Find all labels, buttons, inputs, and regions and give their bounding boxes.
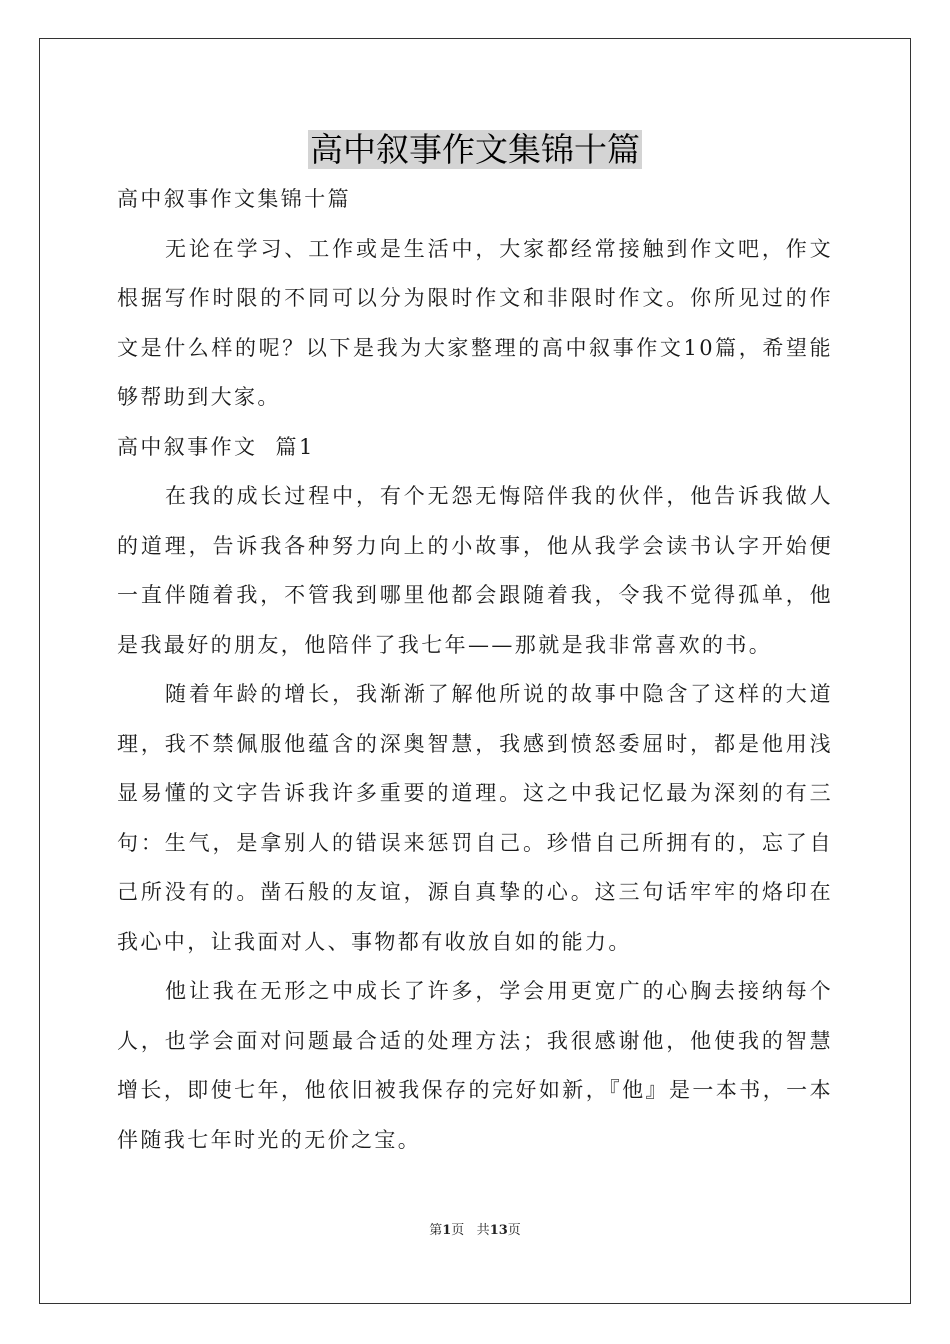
section-heading: 高中叙事作文 篇1: [117, 434, 315, 459]
body-paragraph: 他让我在无形之中成长了许多，学会用更宽广的心胸去接纳每个人，也学会面对问题最合适的处理方法；我很感谢他，他使我的智慧增长，即使七年，他依旧被我保存的完好如新，『他』是一本书，一本伴随我七年时光的无价之宝。: [117, 979, 833, 1152]
total-unit: 页: [507, 1223, 521, 1238]
body-paragraph: 随着年龄的增长，我渐渐了解他所说的故事中隐含了这样的大道理，我不禁佩服他蕴含的深奥智慧，我感到愤怒委屈时，都是他用浅显易懂的文字告诉我许多重要的道理。这之中我记忆最为深刻的有三句：生气，是拿别人的错误来惩罚自己。珍惜自己所拥有的，忘了自己所没有的。凿石般的友谊，源自真挚的心。这三句话牢牢的烙印在我心中，让我面对人、事物都有收放自如的能力。: [117, 682, 833, 954]
document-body: [117, 175, 833, 1165]
document-title: [0, 128, 950, 172]
intro-paragraph: 无论在学习、工作或是生活中，大家都经常接触到作文吧，作文根据写作时限的不同可以分为限时作文和非限时作文。你所见过的作文是什么样的呢？以下是我为大家整理的高中叙事作文10篇，希望能够帮助到大家。: [117, 236, 833, 409]
document-title-text: 高中叙事作文集锦十篇: [310, 130, 640, 169]
page-current: 1: [442, 1223, 452, 1238]
body-paragraph: 在我的成长过程中，有个无怨无悔陪伴我的伙伴，他告诉我做人的道理，告诉我各种努力向上的小故事，他从我学会读书认字开始便一直伴随着我，不管我到哪里他都会跟随着我，令我不觉得孤单，他是我最好的朋友，他陪伴了我七年——那就是我非常喜欢的书。: [117, 484, 833, 657]
page-prefix: 第: [429, 1223, 443, 1238]
page-total: 13: [489, 1223, 508, 1238]
total-prefix: 共: [476, 1223, 490, 1238]
page-footer: [0, 1219, 950, 1238]
document-subtitle: 高中叙事作文集锦十篇: [117, 187, 351, 211]
page-unit: 页: [451, 1223, 465, 1238]
